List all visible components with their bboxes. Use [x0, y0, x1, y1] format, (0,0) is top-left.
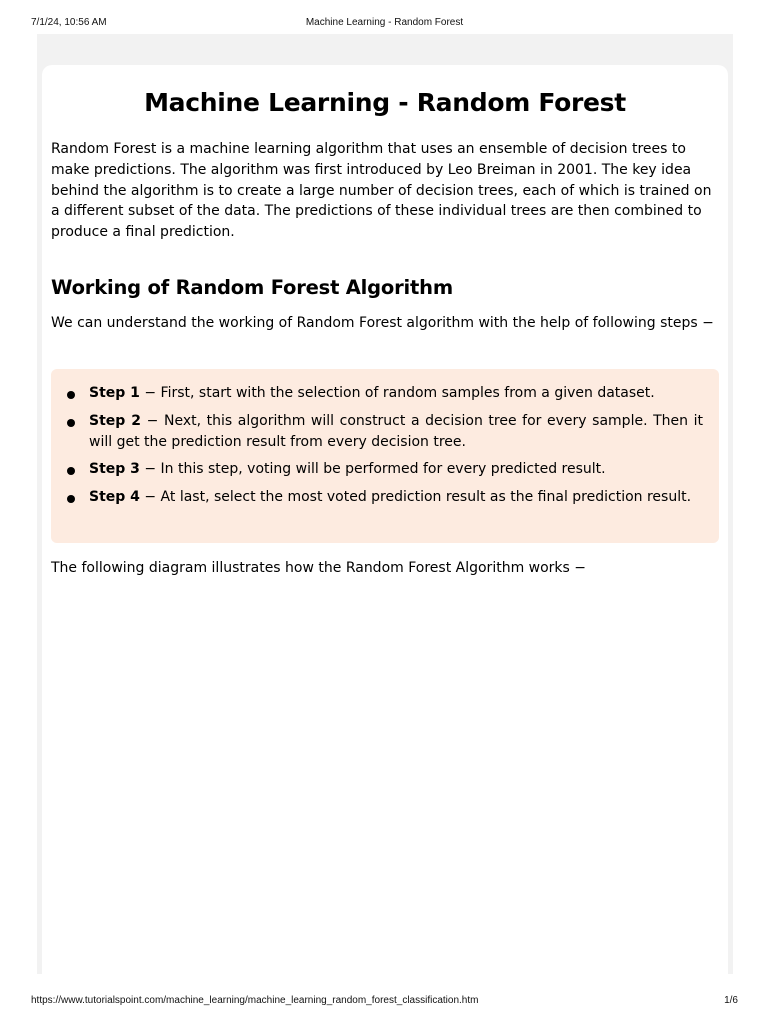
print-footer: [31, 995, 738, 1009]
steps-list: [51, 383, 719, 515]
steps-intro-paragraph: We can understand the working of Random Forest algorithm with the help of following steps −: [51, 315, 714, 331]
step-label: Step 2: [89, 412, 142, 429]
print-datetime: 7/1/24, 10:56 AM: [31, 17, 107, 28]
bullet-icon: [67, 467, 75, 475]
bullet-icon: [67, 495, 75, 503]
step-label: Step 4: [89, 489, 140, 505]
intro-paragraph: Random Forest is a machine learning algorithm that uses an ensemble of decision trees to make predictions. The algorithm was first introduced by Leo Breiman in 2001. The key idea behind the algorithm is to create a large number of decision trees, each of which is trained on a different subset of the data. The predictions of these individual trees are then combined to produce a final prediction.: [51, 141, 712, 240]
bullet-icon: [67, 419, 75, 427]
page-number: 1/6: [724, 995, 738, 1006]
diagram-intro-paragraph: The following diagram illustrates how the Random Forest Algorithm works −: [51, 560, 587, 576]
steps-callout-box: [51, 369, 719, 543]
step-item-4: [51, 487, 719, 508]
print-document-title: Machine Learning - Random Forest: [305, 17, 464, 28]
step-item-3: [51, 459, 719, 480]
print-header: [31, 17, 738, 31]
step-text: − First, start with the selection of random samples from a given dataset.: [139, 385, 655, 401]
page-url: https://www.tutorialspoint.com/machine_learning/machine_learning_random_forest_classification.htm: [31, 995, 479, 1006]
step-label: Step 3: [89, 461, 140, 478]
step-item-1: [51, 383, 719, 404]
page-title: Machine Learning - Random Forest: [144, 88, 626, 117]
step-label: Step 1: [89, 385, 140, 401]
step-item-2: [51, 411, 719, 453]
step-text: − Next, this algorithm will construct a decision tree for every sample. Then it will get the prediction result from every decision tree.: [89, 412, 703, 450]
bullet-icon: [67, 391, 75, 399]
step-text: − In this step, voting will be performed for every predicted result.: [139, 461, 606, 478]
section-heading: Working of Random Forest Algorithm: [51, 276, 453, 299]
step-text: − At last, select the most voted prediction result as the final prediction result.: [139, 489, 692, 505]
